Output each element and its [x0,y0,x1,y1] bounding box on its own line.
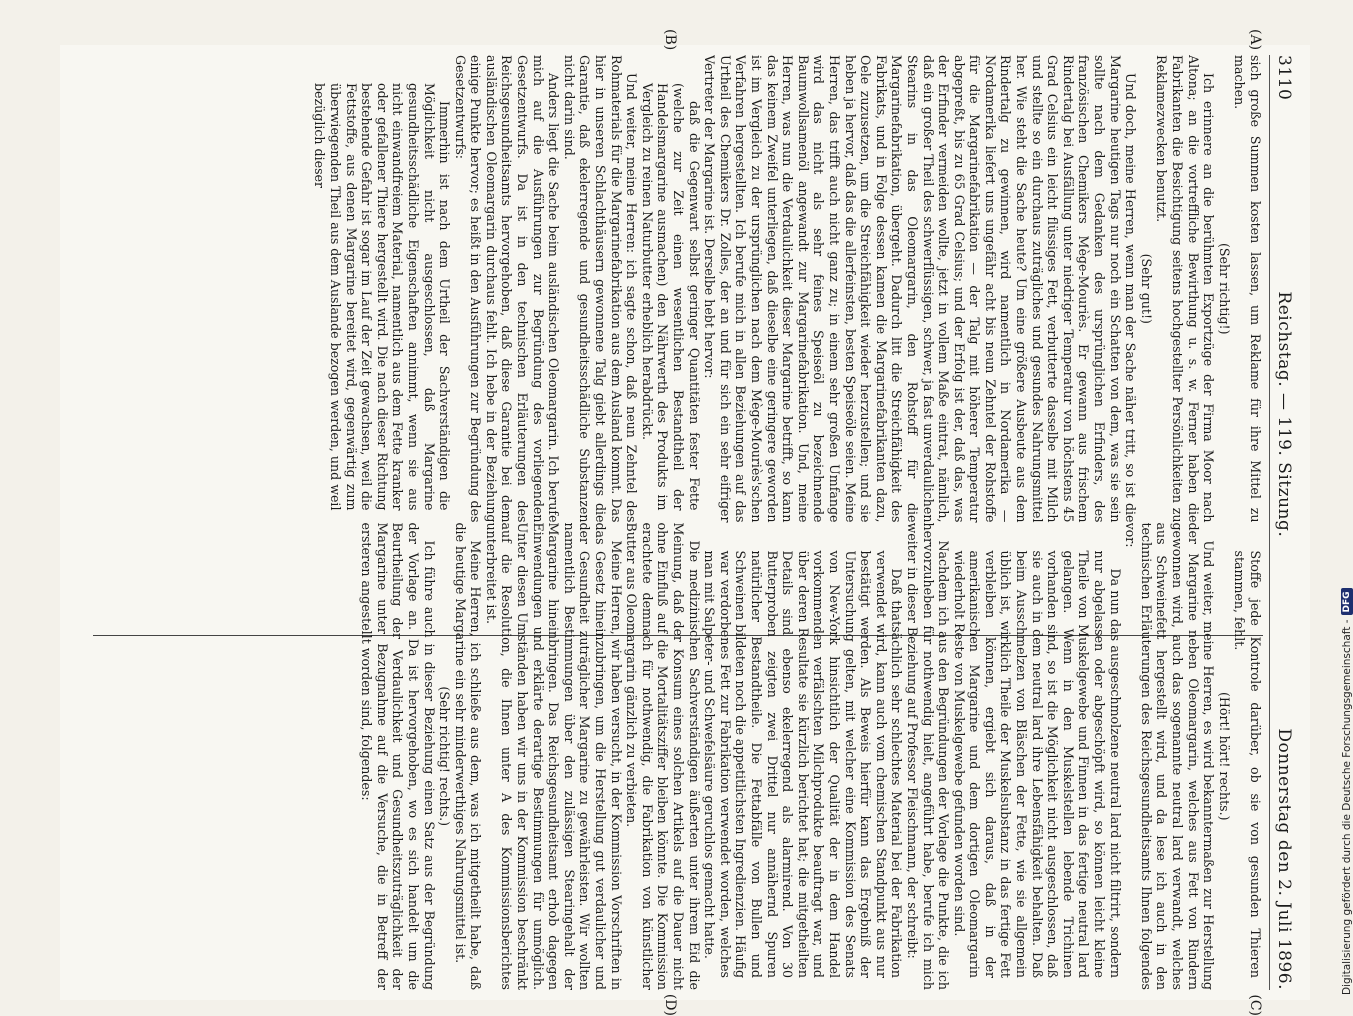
paragraph: Die medizinischen Sachverständigen äußerten unter ihrem Eid die Meinung, daß der Konsum eines solchen Artikels auf die Dauer nicht ohne Einfluß auf die Mortalitätsziffer bleiben könnte. Die Kommission erachtete demnach für nothwendig, die Fabrikation von künstlicher Butter aus Oleomargarin gänzlich zu verbieten. [624,522,702,990]
interjection: (Sehr gut!) [1138,253,1154,324]
paragraph: Ich erinnere an die berühmten Exportzüge der Firma Moor nach Altona; an die vortreffliche Bewirthung u. s. w. Ferner haben die Fabrikanten die Besichtigung seitens hochgestellter Persönlichkeiten zu Reklamezwecken benutzt. [1154,55,1217,523]
dfg-logo: DFG [1341,588,1353,615]
paragraph: Nachdem ich aus den Begründungen der Vorlage die Punkte, die ich hervorzuheben für nothwendig hielt, angeführt habe, berufe ich mich weiter in dieser Beziehung auf Professor Fleischmann, der schreibt: [904,522,952,990]
margin-mark-c: (C) [1247,994,1263,1016]
paragraph: Anders liegt die Sache beim ausländischen Oleomargarin. Ich berufe mich auf die Ausführungen zur Begründung des vorliegenden Gesetzentwurfs. Da ist in den technischen Erläuterungen des Reichsgesundheitsamts hervorgehoben, daß diese Garantie bei dem ausländischen Oleomargarin durchaus fehlt. Ich hebe in der Beziehung einige Punkte hervor; es heißt in den Ausführungen zur Begründung des Gesetzentwurfs: [452,55,562,523]
right-column [93,523,1263,991]
margin-mark-d: (D) [662,993,678,1016]
quoted-passage: daß die Gegenwart selbst geringer Quantitäten fester Fette (welche zur Zeit einen wesentlichen Bestandtheil der Handelsmargarine ausmachen) den Nährwerth des Produkts im Vergleich zu reinen Naturbutter erheblich herabdrückt. [639,83,702,511]
left-column [93,55,1263,523]
session-date: Donnerstag den 2. Juli 1896. [1274,728,1294,990]
quoted-passage: Stoffe jede Kontrole darüber, ob sie von gesunden Thieren stammen, fehlt. [1232,550,1263,978]
quoted-passage: Da nun das ausgeschmolzene neutral lard nicht filtrirt, sondern nur abgelassen oder abgeschöpft wird, so können leicht kleine Theile von Muskelgewebe und Finnen in das fertige neutral lard gelangen. Wenn in den Muskelstellen lebende Trichinen vorhanden sind, so ist die Möglichkeit nicht ausgeschlossen, daß sie auch in dem neutral lard ihre Lebensfähigkeit behalten. Daß beim Ausschmelzen von Bläschen der Fette, wie sie allgemein üblich ist, wirklich Theile der Muskelsubstanz in das fertige Fett verbleiben können, ergiebt sich daraus, daß in der amerikanischen Margarine und dem dortigen Oleomargarin wiederholt Reste von Muskelgewebe gefunden worden sind. [951,550,1123,978]
margin-mark-b: (B) [662,29,678,51]
running-head [1269,55,1294,990]
paragraph: Meine Herren, wir haben versucht, in der Kommission Vorschriften in das Gesetz hineinzubringen, um die Herstellung gut verdaulicher und der Gesundheit zuträglicher Margarine zu gewährleisten. Wir wollten namentlich Bestimmungen über den zulässigen Stearingehalt der Margarine hineinbringen. Das Reichsgesundheitsamt erhob dagegen Einwendungen und erklärte derartige Bestimmungen für unmöglich. Unter diesen Umständen haben wir uns in der Kommission beschränkt auf die Resolution, die Ihnen unter A des Kommissionsberichtes unterbreitet ist. [483,522,624,990]
session-title: Reichstag. — 119. Sitzung. [1274,291,1294,538]
interjection: (Sehr richtig! rechts.) [437,686,453,827]
digitization-credit [1341,588,1353,995]
text-columns [93,29,1263,1016]
paragraph: Und doch, meine Herren, wenn man der Sache näher tritt, so ist die Margarine heutigen Tags nur noch ein Schatten von dem, was sie sein sollte nach dem Gedanken des ursprünglichen Erfinders, des französischen Chemikers Mège-Mouriès. Er gewann aus frischem Rindertalg bei Ausfällung unter niedriger Temperatur von höchstens 45 Grad Celsius ein leicht flüssiges Fett, verbutterte dasselbe mit Milch und stellte so ein durchaus zuträgliches und gesundes Nahrungsmittel her. Wie steht die Sache heute? Um eine größere Ausbeute aus dem Rindertalg zu gewinnen, wird namentlich in Nordamerika — Nordamerika liefert uns ungefähr acht bis neun Zehntel der Rohstoffe für die Margarinefabrikation — der Talg mit höherer Temperatur abgepreßt, bis zu 65 Grad Celsius; und der Erfolg ist der, daß das, was der Erfinder vermeiden wollte, jetzt in vollem Maße eintrat, nämlich, daß ein großer Theil des schwerflüssigen, schwer, ja fast unverdaulichen Stearins in das Oleomargarin, den Rohstoff für die Margarinefabrikation, übergeht. Dadurch litt die Streichfähigkeit des Fabrikats, und in Folge dessen kamen die Margarinefabrikanten dazu, Oele zuzusetzen, um die Streichfähigkeit wieder herzustellen; und sie heben ja hervor, daß das die allerfeinsten, besten Speiseöle seien. Meine Herren, das trifft auch nicht ganz zu; in einem sehr großen Umfange wird das nicht als sehr feines Speiseöl zu bezeichnende Baumwollsamenöl angewandt zur Margarinefabrikation. Und, meine Herren, was nun die Verdaulichkeit dieser Margarine betrifft, so kann das keinem Zweifel unterliegen, daß dieselbe eine geringere geworden ist im Vergleich zu der ursprünglichen nach dem Mège-Mouriès'schen Verfahren hergestellten. Ich berufe mich in allen Beziehungen auf das Urtheil des Chemikers Dr. Zolles, der an und für sich ein sehr eifriger Vertreter der Margarine ist. Derselbe hebt hervor: [702,55,1139,523]
quoted-passage: Immerhin ist nach dem Urtheil der Sachverständigen die Möglichkeit nicht ausgeschlossen, daß Margarine gesundheitsschädliche Eigenschaften annimmt, wenn sie aus nicht einwandfreiem Material, namentlich aus dem Fette kranker oder gefallener Thiere hergestellt wird. Die nach dieser Richtung bestehende Gefahr ist sogar im Lauf der Zeit gewachsen, weil die Fettstoffe, aus denen Margarine bereitet wird, gegenwärtig zum überwiegenden Theil aus dem Auslande bezogen werden, und weil bezüglich dieser [312,83,453,511]
digitization-credit-text: Digitalisierung gefördert durch die Deutsche Forschungsgemeinschaft - [1341,619,1353,995]
interjection: (Hört! hört! rechts.) [1216,691,1232,821]
interjection: (Sehr richtig!) [1216,243,1232,335]
rotated-document-page [60,29,1310,1016]
paragraph: Meine Herren, ich schließe aus dem, was ich mitgetheilt habe, daß die heutige Margarine ein sehr minderwerthiges Nahrungsmittel ist. [452,522,484,990]
paragraph: Und weiter, meine Herren, es wird bekanntermaßen zur Herstellung der Margarine neben Oleomargarin, welches aus Fett von Rindern gewonnen wird, auch das sogenannte neutral lard verwandt, welches aus Schweinefett hergestellt wird, und da lese ich auch in den technischen Erläuterungen des Reichsgesundheitsamts Ihnen folgendes vor: [1123,522,1217,990]
margin-mark-a: (A) [1247,29,1263,51]
paragraph: sich große Summen kosten lassen, um Reklame für ihre Mittel zu machen. [1232,55,1263,523]
paragraph: Ich führe auch in dieser Beziehung einen Satz aus der Begründung der Vorlage an. Da ist hervorgehoben, wo es sich handelt um die Beurtheilung der Verdaulichkeit und Gesundheitszuträglichkeit der Margarine unter Bezugnahme auf die Versuche, die in Betreff der ersteren angestellt worden sind, folgendes: [359,522,437,990]
quoted-passage: Daß thatsächlich sehr schlechtes Material bei der Fabrikation verwendet wird, kann auch vom chemischen Standpunkt aus nur bestätigt werden. Als Beweis hierfür kann das Ergebniß der Untersuchung gelten, mit welcher eine Kommission des Senats von New-York hinsichtlich der Qualität der in dem Handel vorkommenden verfälschten Milchprodukte beauftragt war, und über deren Resultate sie kürzlich berichtet hat; die mitgetheilten Details sind ebenso ekelerregend als alarmirend. Von 30 Butterproben zeigten zwei Drittel nur annähernd Spuren natürlicher Bestandtheile. Die Fettabfälle von Bullen und Schweinen bildeten noch die appetitlichsten Ingredienzien. Häufig war verdorbenes Fett zur Fabrikation verwendet worden, welches man mit Salpeter- und Schwefelsäure geruchlos gemacht hatte. [702,550,905,979]
page-number: 3110 [1274,55,1294,101]
paragraph: Und weiter, meine Herren: ich sagte schon, daß neun Zehntel des Rohmaterials für die Margarinefabrikation aus dem Ausland kommt. Das hier in unseren Schlachthäusern gewonnene Talg giebt allerdings die Garantie, daß ekelerregende und gesundheitsschädliche Substanzen nicht darin sind. [561,55,640,523]
